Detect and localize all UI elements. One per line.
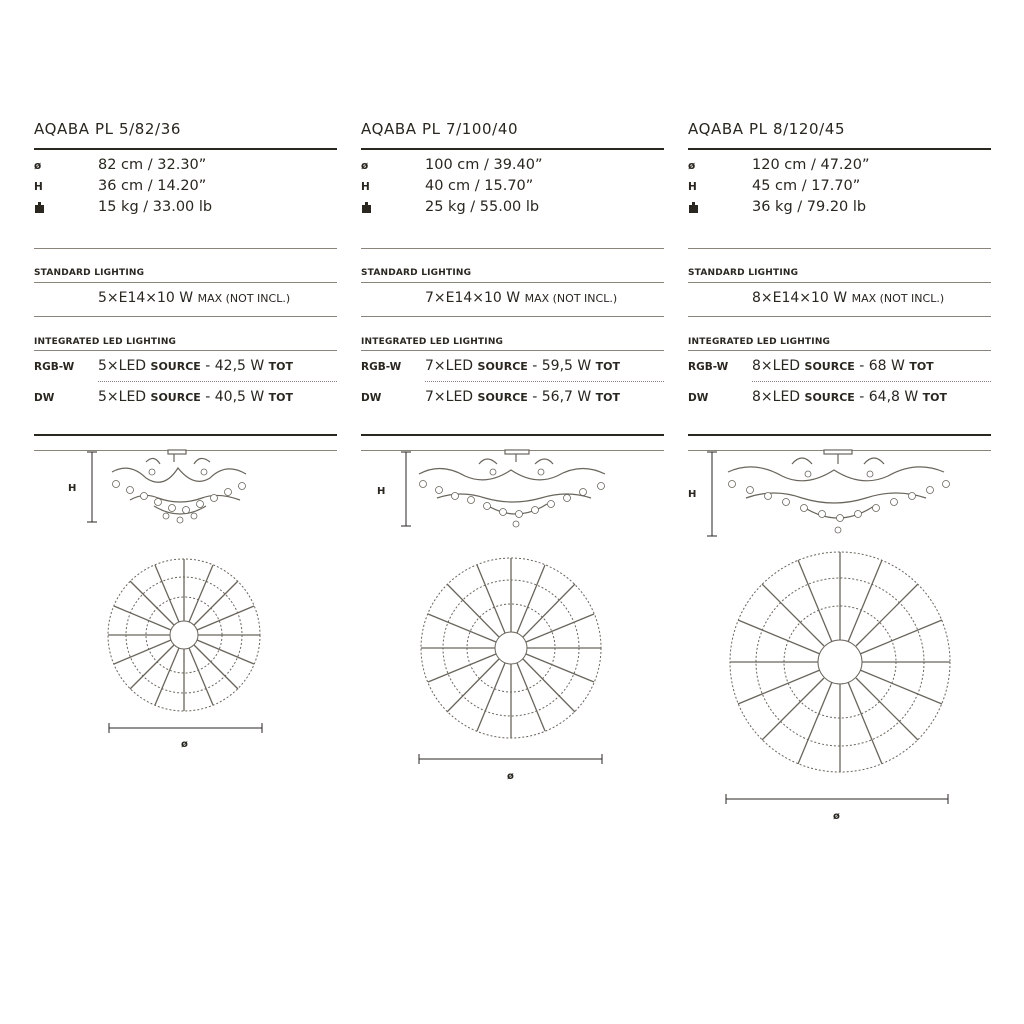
crystal-drops: [420, 469, 605, 527]
elevation-view: [112, 450, 246, 514]
divider: [688, 282, 991, 283]
product-column-1: [34, 0, 337, 1024]
dw-power: - 64,8 W: [859, 389, 919, 405]
divider: [688, 248, 991, 249]
rgbw-label: RGB-W: [361, 361, 402, 373]
diameter-dim-label: ø: [181, 739, 188, 750]
weight-icon: [689, 202, 698, 213]
integrated-led-heading: INTEGRATED LED LIGHTING: [688, 337, 831, 347]
standard-suffix: MAX (NOT INCL.): [851, 292, 945, 305]
standard-lighting-heading: STANDARD LIGHTING: [361, 268, 472, 278]
height-row: [361, 178, 664, 198]
divider: [688, 350, 991, 351]
divider: [688, 434, 991, 436]
divider: [361, 434, 664, 436]
height-dim-label: H: [688, 489, 697, 500]
dw-main: 5×LED: [98, 389, 147, 405]
rgbw-power: - 68 W: [859, 358, 905, 374]
diameter-row: [361, 157, 664, 177]
rgbw-tot: TOT: [268, 360, 294, 373]
standard-suffix: MAX (NOT INCL.): [524, 292, 618, 305]
technical-drawing: [34, 440, 337, 840]
height-symbol: H: [688, 181, 697, 193]
standard-lighting-spec: [98, 290, 290, 306]
height-symbol: H: [361, 181, 370, 193]
diameter-symbol: ø: [688, 160, 696, 172]
technical-drawing: [688, 440, 991, 840]
weight-row: [688, 199, 991, 219]
dw-power: - 40,5 W: [205, 389, 265, 405]
dw-source: SOURCE: [150, 391, 201, 404]
height-dim-label: H: [377, 486, 386, 497]
divider: [361, 148, 664, 150]
product-title: AQABA PL 8/120/45: [688, 120, 846, 138]
dw-label: DW: [34, 392, 55, 404]
rgbw-main: 8×LED: [752, 358, 801, 374]
weight-row: [34, 199, 337, 219]
divider: [34, 248, 337, 249]
diameter-dim-label: ø: [833, 811, 840, 822]
diameter-value: 100 cm / 39.40”: [425, 157, 543, 173]
divider: [752, 381, 991, 382]
divider: [34, 350, 337, 351]
elevation-view: [728, 450, 944, 518]
diameter-value: 82 cm / 32.30”: [98, 157, 207, 173]
plan-view: [108, 559, 260, 711]
divider: [361, 316, 664, 317]
weight-value: 36 kg / 79.20 lb: [752, 199, 867, 215]
standard-suffix: MAX (NOT INCL.): [197, 292, 291, 305]
dw-label: DW: [688, 392, 709, 404]
diameter-dim-label: ø: [507, 771, 514, 782]
rgbw-main: 5×LED: [98, 358, 147, 374]
height-row: [688, 178, 991, 198]
divider: [361, 350, 664, 351]
diameter-symbol: ø: [361, 160, 369, 172]
rgbw-tot: TOT: [595, 360, 621, 373]
dw-tot: TOT: [922, 391, 948, 404]
standard-main: 7×E14×10 W: [425, 290, 521, 306]
rgbw-power: - 59,5 W: [532, 358, 592, 374]
diameter-symbol: ø: [34, 160, 42, 172]
standard-lighting-spec: [425, 290, 617, 306]
rgbw-label: RGB-W: [688, 361, 729, 373]
divider: [34, 148, 337, 150]
diameter-row: [688, 157, 991, 177]
rgbw-source: SOURCE: [150, 360, 201, 373]
dw-main: 7×LED: [425, 389, 474, 405]
standard-main: 5×E14×10 W: [98, 290, 194, 306]
technical-drawing: [361, 440, 664, 840]
divider: [688, 316, 991, 317]
weight-icon: [362, 202, 371, 213]
divider: [361, 282, 664, 283]
dw-source: SOURCE: [477, 391, 528, 404]
height-dim-label: H: [68, 483, 77, 494]
height-value: 36 cm / 14.20”: [98, 178, 207, 194]
divider: [34, 282, 337, 283]
integrated-led-heading: INTEGRATED LED LIGHTING: [34, 337, 177, 347]
divider: [361, 248, 664, 249]
rgbw-label: RGB-W: [34, 361, 75, 373]
rgbw-tot: TOT: [909, 360, 934, 373]
dw-tot: TOT: [595, 391, 621, 404]
rgbw-source: SOURCE: [804, 360, 855, 373]
rgbw-main: 7×LED: [425, 358, 474, 374]
plan-view: [730, 552, 950, 772]
diameter-row: [34, 157, 337, 177]
standard-main: 8×E14×10 W: [752, 290, 848, 306]
dw-main: 8×LED: [752, 389, 801, 405]
standard-lighting-heading: STANDARD LIGHTING: [34, 268, 145, 278]
weight-icon: [35, 202, 44, 213]
diameter-value: 120 cm / 47.20”: [752, 157, 870, 173]
plan-view: [421, 558, 601, 738]
rgbw-source: SOURCE: [477, 360, 528, 373]
divider: [688, 148, 991, 150]
standard-lighting-spec: [752, 290, 944, 306]
dw-source: SOURCE: [804, 391, 855, 404]
weight-value: 25 kg / 55.00 lb: [425, 199, 540, 215]
divider: [34, 434, 337, 436]
height-value: 45 cm / 17.70”: [752, 178, 861, 194]
weight-value: 15 kg / 33.00 lb: [98, 199, 213, 215]
divider: [34, 316, 337, 317]
crystal-drops: [729, 471, 950, 533]
height-symbol: H: [34, 181, 43, 193]
dw-tot: TOT: [268, 391, 294, 404]
product-column-2: [361, 0, 664, 1024]
divider: [425, 381, 664, 382]
product-title: AQABA PL 7/100/40: [361, 120, 519, 138]
integrated-led-heading: INTEGRATED LED LIGHTING: [361, 337, 504, 347]
dw-label: DW: [361, 392, 382, 404]
height-row: [34, 178, 337, 198]
weight-row: [361, 199, 664, 219]
elevation-view: [419, 450, 605, 514]
standard-lighting-heading: STANDARD LIGHTING: [688, 268, 799, 278]
rgbw-power: - 42,5 W: [205, 358, 265, 374]
product-title: AQABA PL 5/82/36: [34, 120, 181, 138]
height-value: 40 cm / 15.70”: [425, 178, 534, 194]
product-column-3: [688, 0, 991, 1024]
divider: [98, 381, 337, 382]
dw-power: - 56,7 W: [532, 389, 592, 405]
